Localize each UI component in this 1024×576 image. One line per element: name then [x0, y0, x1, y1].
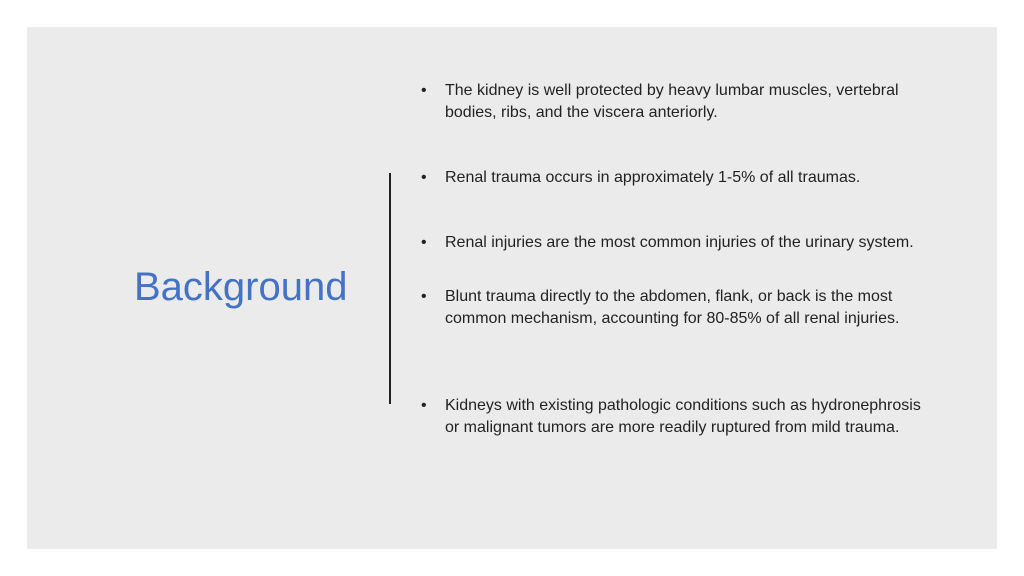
bullet-dot-icon: • [421, 288, 427, 305]
bullet-text: Renal trauma occurs in approximately 1-5% of all traumas. [445, 169, 861, 186]
bullet-dot-icon: • [421, 397, 427, 414]
bullet-item [421, 286, 936, 330]
bullet-text: Renal injuries are the most common injuries of the urinary system. [445, 234, 914, 251]
bullet-text: Blunt trauma directly to the abdomen, flank, or back is the most common mechanism, accounting for 80-85% of all renal injuries. [445, 288, 900, 327]
bullet-text: The kidney is well protected by heavy lumbar muscles, vertebral bodies, ribs, and the viscera anteriorly. [445, 82, 899, 121]
bullet-dot-icon: • [421, 234, 427, 251]
bullet-dot-icon: • [421, 82, 427, 99]
bullet-item [421, 167, 936, 189]
slide-title: Background [134, 265, 348, 309]
bullet-item [421, 80, 936, 124]
bullet-item [421, 395, 936, 439]
vertical-divider [389, 173, 391, 404]
bullet-item [421, 232, 936, 254]
slide [27, 27, 997, 549]
bullet-dot-icon: • [421, 169, 427, 186]
bullet-text: Kidneys with existing pathologic conditions such as hydronephrosis or malignant tumors are more readily ruptured from mild trauma. [445, 397, 921, 436]
